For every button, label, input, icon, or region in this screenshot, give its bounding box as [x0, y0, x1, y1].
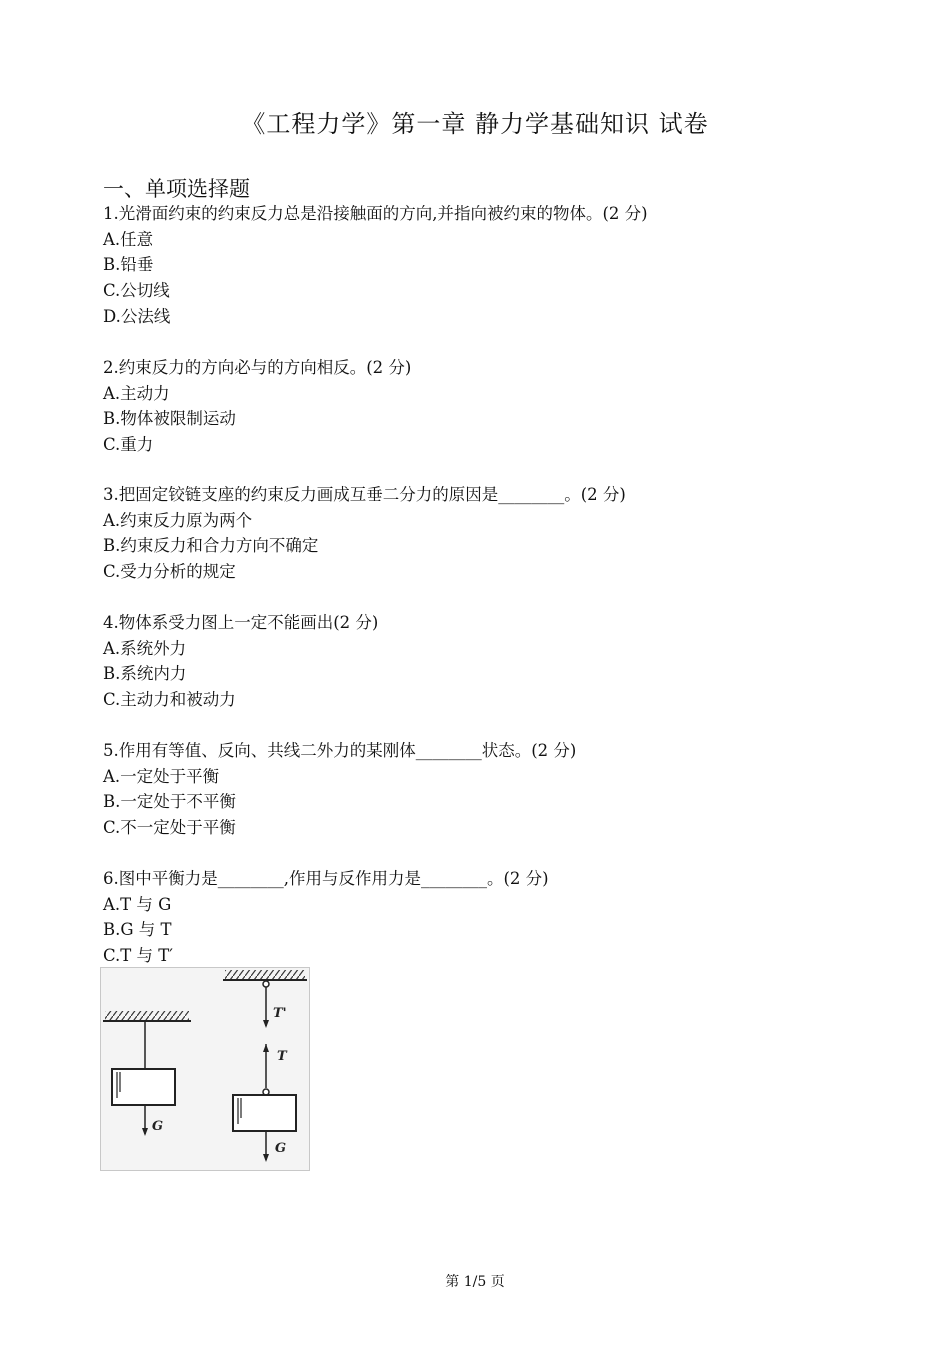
arrow-head — [142, 1128, 148, 1136]
option-a: A.T 与 G — [103, 894, 172, 914]
question-2 — [103, 355, 411, 458]
option-b: B.一定处于不平衡 — [103, 792, 236, 812]
force-diagram-figure — [100, 967, 310, 1171]
hinge-top — [263, 981, 269, 987]
option-c: C.主动力和被动力 — [103, 690, 236, 710]
page-number: 第 1/5 页 — [445, 1274, 505, 1290]
label-g-right: G — [275, 1141, 287, 1156]
label-t-prime: T' — [273, 1006, 287, 1021]
arrow-head — [263, 1020, 269, 1028]
option-a: A.任意 — [103, 229, 154, 249]
label-g-left: G — [152, 1119, 164, 1134]
page-title: 《工程力学》第一章 静力学基础知识 试卷 — [241, 110, 709, 138]
option-a: A.主动力 — [103, 383, 170, 403]
section-heading: 一、单项选择题 — [103, 177, 250, 201]
ceiling-hatch-left — [105, 1011, 189, 1021]
right-system — [223, 970, 307, 1162]
left-system — [103, 1011, 191, 1136]
question-stem: 4.物体系受力图上一定不能画出(2 分) — [103, 613, 379, 632]
arrow-head — [263, 1154, 269, 1162]
option-c: C.受力分析的规定 — [103, 562, 236, 582]
option-a: A.一定处于平衡 — [103, 766, 220, 786]
block-right — [233, 1095, 296, 1131]
question-stem: 5.作用有等值、反向、共线二外力的某刚体________状态。(2 分) — [103, 741, 577, 760]
question-stem: 6.图中平衡力是________,作用与反作用力是________。(2 分) — [103, 869, 549, 888]
option-a: A.系统外力 — [103, 638, 187, 658]
question-5 — [103, 738, 576, 841]
ceiling-hatch-right — [225, 970, 305, 980]
question-stem: 2.约束反力的方向必与的方向相反。(2 分) — [103, 358, 412, 377]
option-b: B.系统内力 — [103, 664, 187, 684]
option-a: A.约束反力原为两个 — [103, 510, 253, 530]
option-b: B.约束反力和合力方向不确定 — [103, 536, 319, 556]
arrow-head — [263, 1044, 269, 1052]
block-left — [112, 1069, 175, 1105]
question-stem: 1.光滑面约束的约束反力总是沿接触面的方向,并指向被约束的物体。(2 分) — [103, 204, 648, 223]
question-1 — [103, 201, 648, 330]
option-c: C.重力 — [103, 435, 154, 455]
question-3 — [103, 482, 626, 585]
label-t: T — [277, 1049, 287, 1064]
option-b: B.G 与 T — [103, 920, 172, 940]
question-stem: 3.把固定铰链支座的约束反力画成互垂二分力的原因是________。(2 分) — [103, 485, 626, 504]
option-c: C.T 与 T′ — [103, 946, 174, 966]
option-b: B.物体被限制运动 — [103, 409, 236, 429]
option-c: C.公切线 — [103, 281, 170, 301]
option-d: D.公法线 — [103, 306, 171, 326]
option-b: B.铅垂 — [103, 255, 154, 275]
force-diagram — [101, 968, 309, 1170]
question-4 — [103, 610, 378, 713]
question-6 — [103, 866, 549, 969]
option-c: C.不一定处于平衡 — [103, 818, 236, 838]
